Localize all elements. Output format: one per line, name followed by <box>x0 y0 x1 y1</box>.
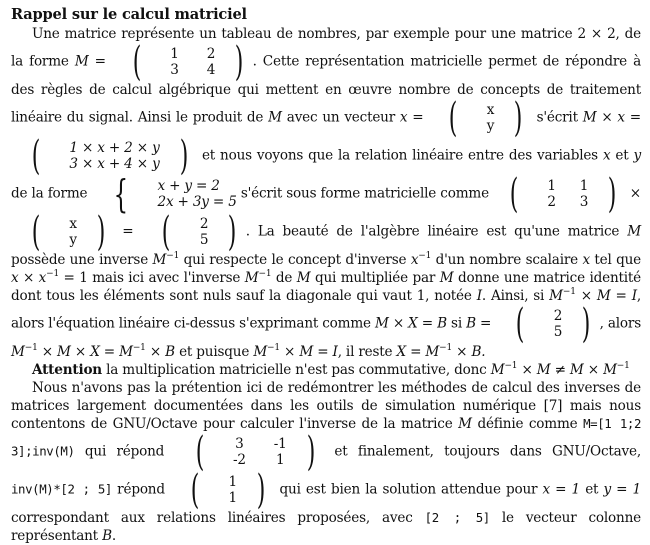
paragraph-octave: Nous n'avons pas la prétention ici de redémontrer les méthodes de calcul des inverses de matrices largement documentées dans les outils de simulation numérique [7] mais nous contentons de GNU/Octave pour calculer l'inverse de la matrice M définie comme M=[1 1;2 3];inv(M) qui répond ( 3 -1 -2 1 ) et finalement, toujours dans GNU/Octave, inv(M)*[2 ; 5] répond ( 1 1 ) qui est bien la solution attendue pour x = 1 et y = 1 correspondant aux relations linéaires proposées, avec [2 ; 5] le vecteur colonne représentant B. <box>11 380 642 544</box>
matrix-M: ( 1 2 3 4 ) <box>132 39 244 85</box>
vector-B: ( 2 5 ) <box>516 301 591 347</box>
code-inline-solve: inv(M)*[2 ; 5] <box>11 481 112 497</box>
matrix-inverse: ( 3 -1 -2 1 ) <box>195 429 315 475</box>
matrix-A: ( 1 1 2 3 ) <box>509 171 617 217</box>
paragraph-attention: Attention la multiplication matricielle n'est pas commutative, donc $M^{-1} \times M \ne M \times M^{-1}$ <box>32 361 630 378</box>
matrix-product: ( 1 × x + 2 × y 3 × x + 4 × y ) <box>31 133 188 179</box>
section-heading: Rappel sur le calcul matriciel <box>11 6 247 23</box>
vector-xy: ( x y ) <box>31 209 106 255</box>
code-inline-vector: [2 ; 5] <box>424 510 490 525</box>
vector-solution: ( 1 1 ) <box>190 467 266 513</box>
linear-system: { x + y = 2 2x + 3y = 5 <box>113 172 237 216</box>
vector-rhs: ( 2 5 ) <box>162 209 237 255</box>
vector-x: ( x y ) <box>449 95 523 141</box>
code-inline-inv: M=[1 1;2 3];inv(M) <box>11 416 642 459</box>
paragraph-matrix-intro: Une matrice représente un tableau de nombres, par exemple pour une matrice 2 × 2, de la forme M = ( 1 2 3 4 ) . Cette représentation matricielle permet de répondre à des règles de calcul algébrique qui mettent en œuvre nombre de concepts de traitement linéaire du signal. Ainsi le produit de M avec un vecteur x = ( x y ) s'écrit M × x = ( 1 × x + 2 × y 3 × x + 4 × y ) et nous voyons que la relation linéaire entre des variables x et y de la forme { x + y = 2 2x + 3y = 5 s'écrit sous forme matricielle comme ( 1 1 2 3 ) × ( x y ) = ( 2 5 ) . La beauté de l'algèbre linéaire est qu'une matrice M possède une inverse $M^{-1}$ qui respecte le concept d'inverse $x^{-1}$ d'un nombre scalaire x tel que $x \times x^{-1} = 1$ mais ici avec l'inverse $M^{-1}$ de M qui multipliée par M donne une matrice identité dont tous les éléments sont nuls sauf la diagonale qui vaut 1, notée I. Ainsi, si $M^{-1} \times M = I$, alors l'équation linéaire ci-dessus s'exprimant comme M × X = B si B = ( 2 5 ) , alors $M^{-1} \times M \times X = M^{-1} \times B$ et puisque $M^{-1} \times M = I$, il reste $X = M^{-1} \times B$. <box>11 26 642 360</box>
